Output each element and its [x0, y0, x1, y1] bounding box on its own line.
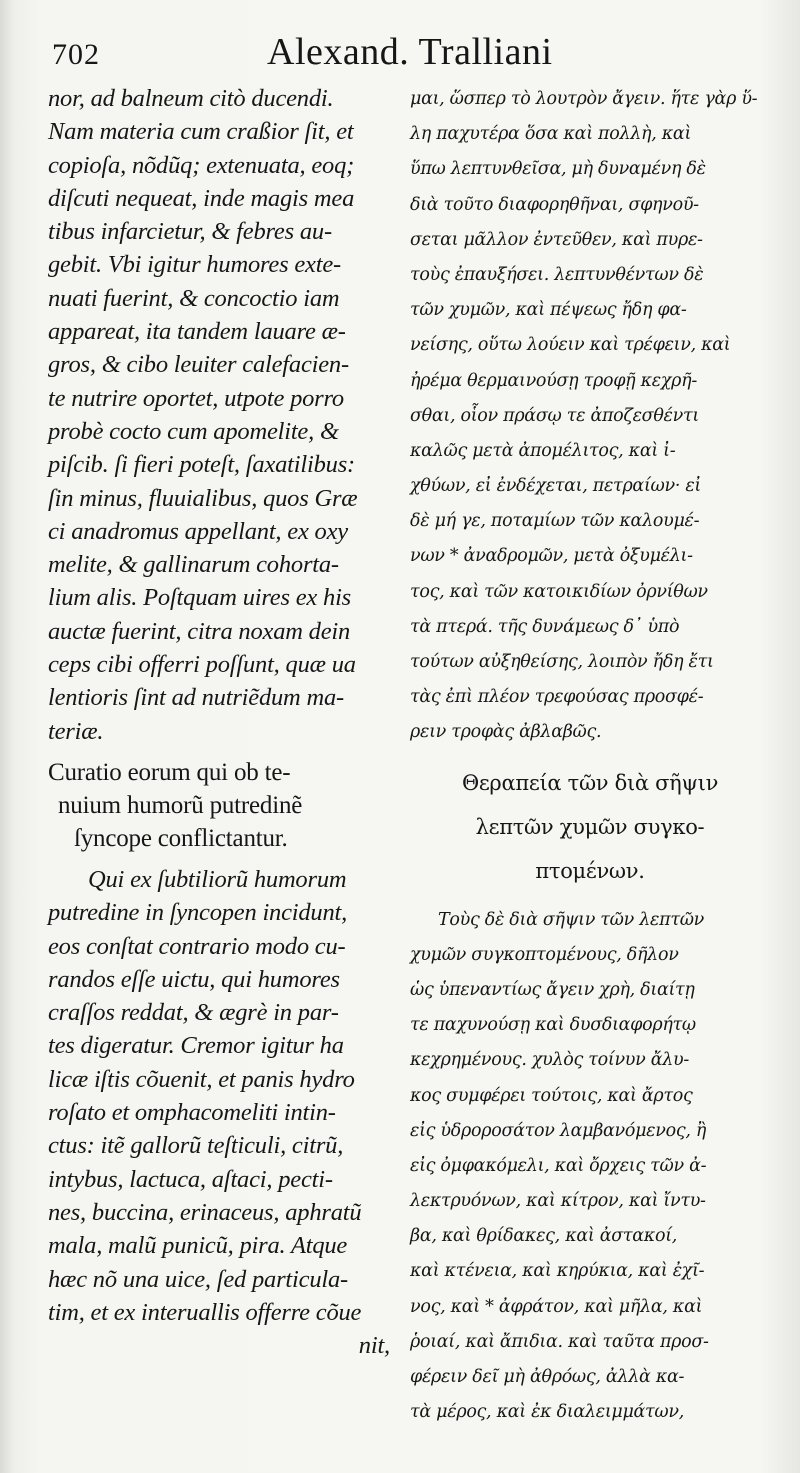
text-line: τὰ πτερά. τῆς δυνάμεως δ᾽ ὑπὸ: [410, 616, 680, 637]
latin-paragraph-1: [48, 82, 400, 748]
greek-paragraph-2: [410, 903, 770, 1431]
text-line: lentioris ſint ad nutriẽdum ma-: [48, 684, 344, 712]
text-line: νείσης, οὕτω λούειν καὶ τρέφειν, καὶ: [410, 335, 731, 356]
text-line: σεται μᾶλλον ἐντεῦθεν, καὶ πυρε-: [410, 229, 703, 250]
running-head: [52, 30, 772, 80]
heading-line: ſyncope conflictantur.: [74, 824, 288, 852]
text-line: τὰ μέρος, καὶ ἐκ διαλειμμάτων,: [410, 1402, 684, 1423]
text-line: ὡς ὑπεναντίως ἄγειν χρὴ, διαίτῃ: [410, 979, 695, 1000]
text-line: κεχρημένους. χυλὸς τοίνυν ἄλυ-: [410, 1050, 689, 1071]
text-line: νων * ἀναδρομῶν, μετὰ ὀξυμέλι-: [410, 546, 693, 567]
text-line: εἰς ὀμφακόμελι, καὶ ὄρχεις τῶν ἀ-: [410, 1155, 707, 1176]
text-line: Τοὺς δὲ διὰ σῆψιν τῶν λεπτῶν: [438, 909, 705, 930]
text-line: gros, & cibo leuiter calefacien-: [48, 351, 349, 379]
text-line: τὰς ἐπὶ πλέον τρεφούσας προσφέ-: [410, 687, 704, 708]
heading-line: Θεραπεία τῶν διὰ σῆψιν: [461, 770, 719, 795]
text-line: ρειν τροφὰς ἀβλαβῶς.: [410, 722, 602, 743]
text-line: ὕπω λεπτυνθεῖσα, μὴ δυναμένη δὲ: [410, 159, 706, 180]
text-line: nes, buccina, erinaceus, aphratũ: [48, 1198, 362, 1226]
text-line: appareat, ita tandem lauare æ-: [48, 318, 346, 346]
greek-section-heading: [410, 761, 770, 893]
text-line: καλῶς μετὰ ἀπομέλιτος, καὶ ἰ-: [410, 440, 676, 461]
text-line: δὲ μή γε, ποταμίων τῶν καλουμέ-: [410, 511, 700, 532]
text-line: lium alis. Poſtquam uires ex his: [48, 584, 352, 612]
text-line: tes digeratur. Cremor igitur ha: [48, 1032, 344, 1060]
text-line: piſcib. ſi fieri poteſt, ſaxatilibus:: [48, 451, 355, 479]
heading-line: Curatio eorum qui ob te-: [48, 758, 291, 786]
text-line: φέρειν δεῖ μὴ ἀθρόως, ἀλλὰ κα-: [410, 1367, 685, 1387]
text-line: copioſa, nõdũq; extenuata, eoq;: [48, 151, 355, 179]
text-line: τούτων αὐξηθείσης, λοιπὸν ἤδη ἔτι: [410, 652, 714, 672]
text-line: intybus, lactuca, aſtaci, pecti-: [48, 1165, 333, 1193]
text-line: ῥοιαί, καὶ ἄπιδια. καὶ ταῦτα προσ-: [410, 1331, 709, 1352]
text-line: ſin minus, fluuialibus, quos Græ: [48, 484, 358, 512]
text-line: εἰς ὑδροροσάτον λαμβανόμενος, ἢ: [410, 1120, 707, 1141]
text-line: diſcuti nequeat, inde magis mea: [48, 184, 355, 212]
text-line: nit,: [358, 1332, 390, 1360]
text-line: Nam materia cum craßior ſit, et: [48, 118, 354, 146]
text-line: τῶν χυμῶν, καὶ πέψεως ἤδη φα-: [410, 300, 687, 321]
text-line: licæ iſtis cõuenit, et panis hydro: [48, 1065, 355, 1093]
text-line: mala, malũ punicũ, pira. Atque: [48, 1232, 348, 1260]
text-line: melite, & gallinarum cohorta-: [48, 551, 339, 579]
text-line: nuati fuerint, & concoctio iam: [48, 284, 340, 312]
text-line: hæc nõ una uice, ſed particula-: [48, 1265, 348, 1293]
text-line: καὶ κτένεια, καὶ κηρύκια, καὶ ἐχῖ-: [410, 1261, 705, 1282]
text-line: χυμῶν συγκοπτομένους, δῆλον: [410, 944, 679, 965]
page-number: 702: [52, 38, 100, 71]
text-line: eos conſtat contrario modo cu-: [48, 932, 346, 960]
text-line: probè cocto cum apomelite, &: [48, 417, 339, 445]
heading-line: πτομένων.: [535, 858, 645, 883]
text-line: νος, καὶ * ἀφράτον, καὶ μῆλα, καὶ: [410, 1296, 703, 1317]
text-line: tim, et ex interuallis offerre cõue: [48, 1298, 362, 1326]
text-line: teriæ.: [48, 717, 104, 745]
text-line: ceps cibi offerri poſſunt, quæ ua: [48, 651, 356, 679]
heading-line: λεπτῶν χυμῶν συγκο-: [475, 814, 705, 839]
text-line: putredine in ſyncopen incidunt,: [48, 899, 348, 927]
text-line: τε παχυνούσῃ καὶ δυσδιαφορήτῳ: [410, 1015, 696, 1036]
text-line: te nutrire oportet, utpote porro: [48, 384, 344, 412]
text-line: κος συμφέρει τούτοις, καὶ ἄρτος: [410, 1085, 693, 1106]
page-header-title: Alexand. Tralliani: [267, 31, 553, 73]
text-line: τος, καὶ τῶν κατοικιδίων ὀρνίθων: [410, 581, 708, 602]
text-line: χθύων, εἰ ἐνδέχεται, πετραίων· εἰ: [410, 476, 701, 497]
latin-paragraph-2: [48, 863, 400, 1362]
text-line: craſſos reddat, & ægrè in par-: [48, 999, 339, 1027]
text-line: auctæ fuerint, citra noxam dein: [48, 617, 351, 645]
text-line: nor, ad balneum citò ducendi.: [48, 85, 334, 112]
text-line: βα, καὶ θρίδακες, καὶ ἀστακοί,: [410, 1226, 678, 1247]
text-line: randos eſſe uictu, qui humores: [48, 965, 340, 993]
text-line: ctus: itẽ gallorũ teſticuli, citrũ,: [48, 1132, 344, 1160]
text-line: gebit. Vbi igitur humores exte-: [48, 251, 341, 279]
text-line: σθαι, οἷον πράσῳ τε ἀποζεσθέντι: [410, 405, 699, 426]
text-line: λεκτρυόνων, καὶ κίτρον, καὶ ἴντυ-: [410, 1191, 706, 1212]
text-line: Qui ex ſubtiliorũ humorum: [88, 865, 347, 893]
text-line: διὰ τοῦτο διαφορηθῆναι, σφηνοῦ-: [410, 194, 699, 215]
greek-column: [410, 82, 770, 1430]
heading-line: nuium humorũ putredinẽ: [58, 791, 303, 819]
text-line: tibus infarcietur, & febres au-: [48, 218, 332, 246]
greek-paragraph-1: [410, 82, 770, 751]
text-line: λη παχυτέρα ὅσα καὶ πολλὴ, καὶ: [410, 124, 692, 145]
text-line: μαι, ὥσπερ τὸ λουτρὸν ἄγειν. ἥτε γὰρ ὕ-: [410, 89, 758, 109]
text-line: ἠρέμα θερμαινούσῃ τροφῇ κεχρῆ-: [410, 370, 697, 391]
latin-section-heading: [48, 756, 400, 855]
text-line: roſato et omphacomeliti intin-: [48, 1099, 336, 1127]
latin-column: [48, 82, 400, 1362]
text-line: τοὺς ἐπαυξήσει. λεπτυνθέντων δὲ: [410, 264, 704, 285]
text-line: ci anadromus appellant, ex oxy: [48, 517, 348, 545]
